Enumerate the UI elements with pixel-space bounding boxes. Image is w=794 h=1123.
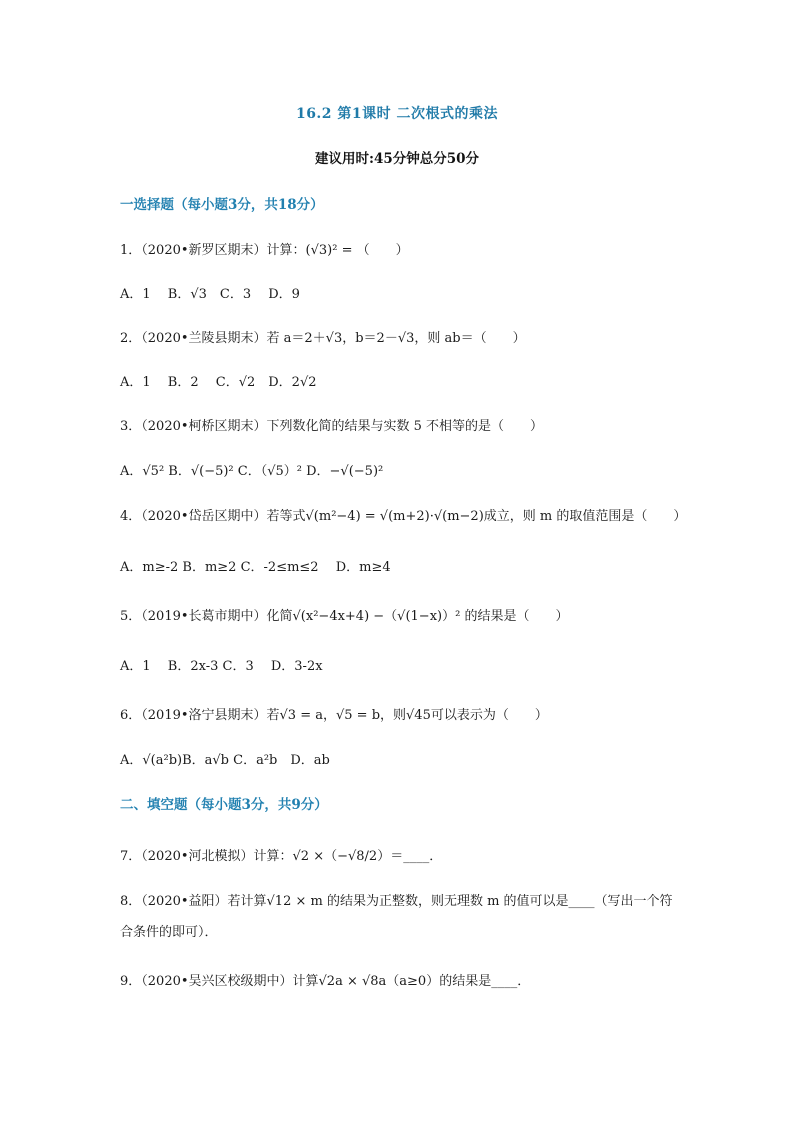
question-3-options: A．√5² B．√(−5)² C．（√5）² D．−√(−5)² bbox=[120, 464, 384, 479]
page-title: 16.2 第1课时 二次根式的乘法 bbox=[295, 106, 499, 122]
page-subtitle: 建议用时:45分钟总分50分 bbox=[314, 151, 480, 167]
question-4: 4．（2020•岱岳区期中）若等式√(m²−4) = √(m+2)·√(m−2)成立，则 m 的取值范围是（ ） bbox=[120, 509, 687, 524]
question-1-options: A．1 B．√3 C．3 D．9 bbox=[120, 287, 300, 302]
question-5-options: A．1 B．2x-3 C．3 D．3-2x bbox=[120, 659, 323, 674]
question-6: 6．（2019•洛宁县期末）若√3 = a，√5 = b，则√45可以表示为（ ） bbox=[120, 708, 548, 723]
section-heading-fill: 二、填空题（每小题3分，共9分） bbox=[120, 797, 328, 813]
section-heading-choice: 一选择题（每小题3分，共18分） bbox=[120, 197, 324, 213]
question-6-options: A．√(a²b)B．a√b C．a²b D．ab bbox=[120, 753, 330, 768]
question-9: 9．（2020•吴兴区校级期中）计算√2a × √8a（a≥0）的结果是____． bbox=[120, 974, 531, 989]
question-5: 5．（2019•长葛市期中）化简√(x²−4x+4) −（√(1−x)）² 的结果是（ ） bbox=[120, 609, 569, 624]
question-1: 1．（2020•新罗区期末）计算：(√3)² = （ ） bbox=[120, 243, 409, 258]
question-2-options: A．1 B．2 C．√2 D．2√2 bbox=[120, 375, 317, 390]
question-2: 2．（2020•兰陵县期末）若 a＝2＋√3，b＝2－√3，则 ab＝（ ） bbox=[120, 331, 526, 346]
question-7: 7．（2020•河北模拟）计算：√2 ×（−√8/2）＝____． bbox=[120, 849, 443, 864]
question-3: 3．（2020•柯桥区期末）下列数化简的结果与实数 5 不相等的是（ ） bbox=[120, 419, 544, 434]
question-8: 8．（2020•益阳）若计算√12 × m 的结果为正整数，则无理数 m 的值可以是____（写出一个符合条件的即可）． bbox=[120, 894, 673, 940]
question-4-options: A．m≥-2 B．m≥2 C．-2≤m≤2 D．m≥4 bbox=[120, 560, 391, 575]
